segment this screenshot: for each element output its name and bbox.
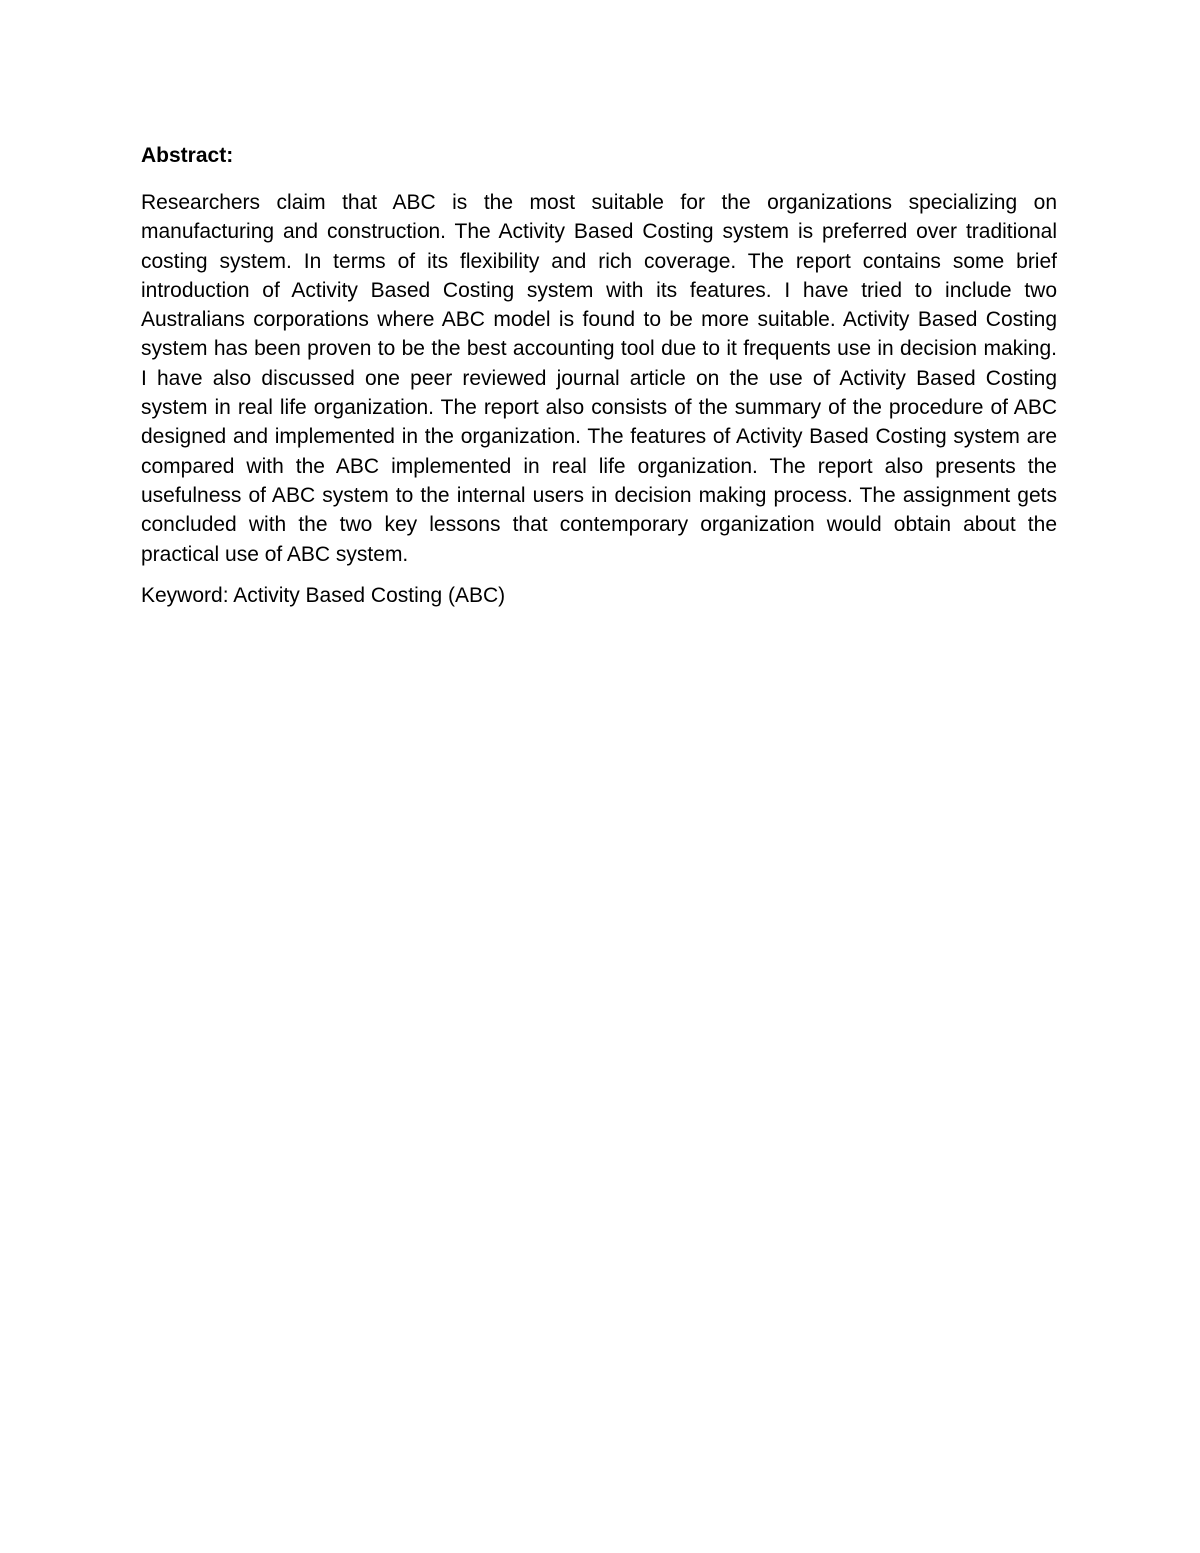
abstract-section — [141, 142, 1057, 610]
keyword-line: Keyword: Activity Based Costing (ABC) — [141, 583, 506, 607]
abstract-body: Researchers claim that ABC is the most suitable for the organizations specializing on manufacturing and construction. The Activity Based Costing system is preferred over traditional costing system. In terms of its flexibility and rich coverage. The report contains some brief introduction of Activity Based Costing system with its features. I have tried to include two Australians corporations where ABC model is found to be more suitable. Activity Based Costing system has been proven to be the best accounting tool due to it frequents use in decision making. I have also discussed one peer reviewed journal article on the use of Activity Based Costing system in real life organization. The report also consists of the summary of the procedure of ABC designed and implemented in the organization. The features of Activity Based Costing system are compared with the ABC implemented in real life organization. The report also presents the usefulness of ABC system to the internal users in decision making process. The assignment gets concluded with the two key lessons that contemporary organization would obtain about the practical use of ABC system. — [141, 191, 1057, 566]
abstract-heading: Abstract: — [141, 144, 234, 167]
